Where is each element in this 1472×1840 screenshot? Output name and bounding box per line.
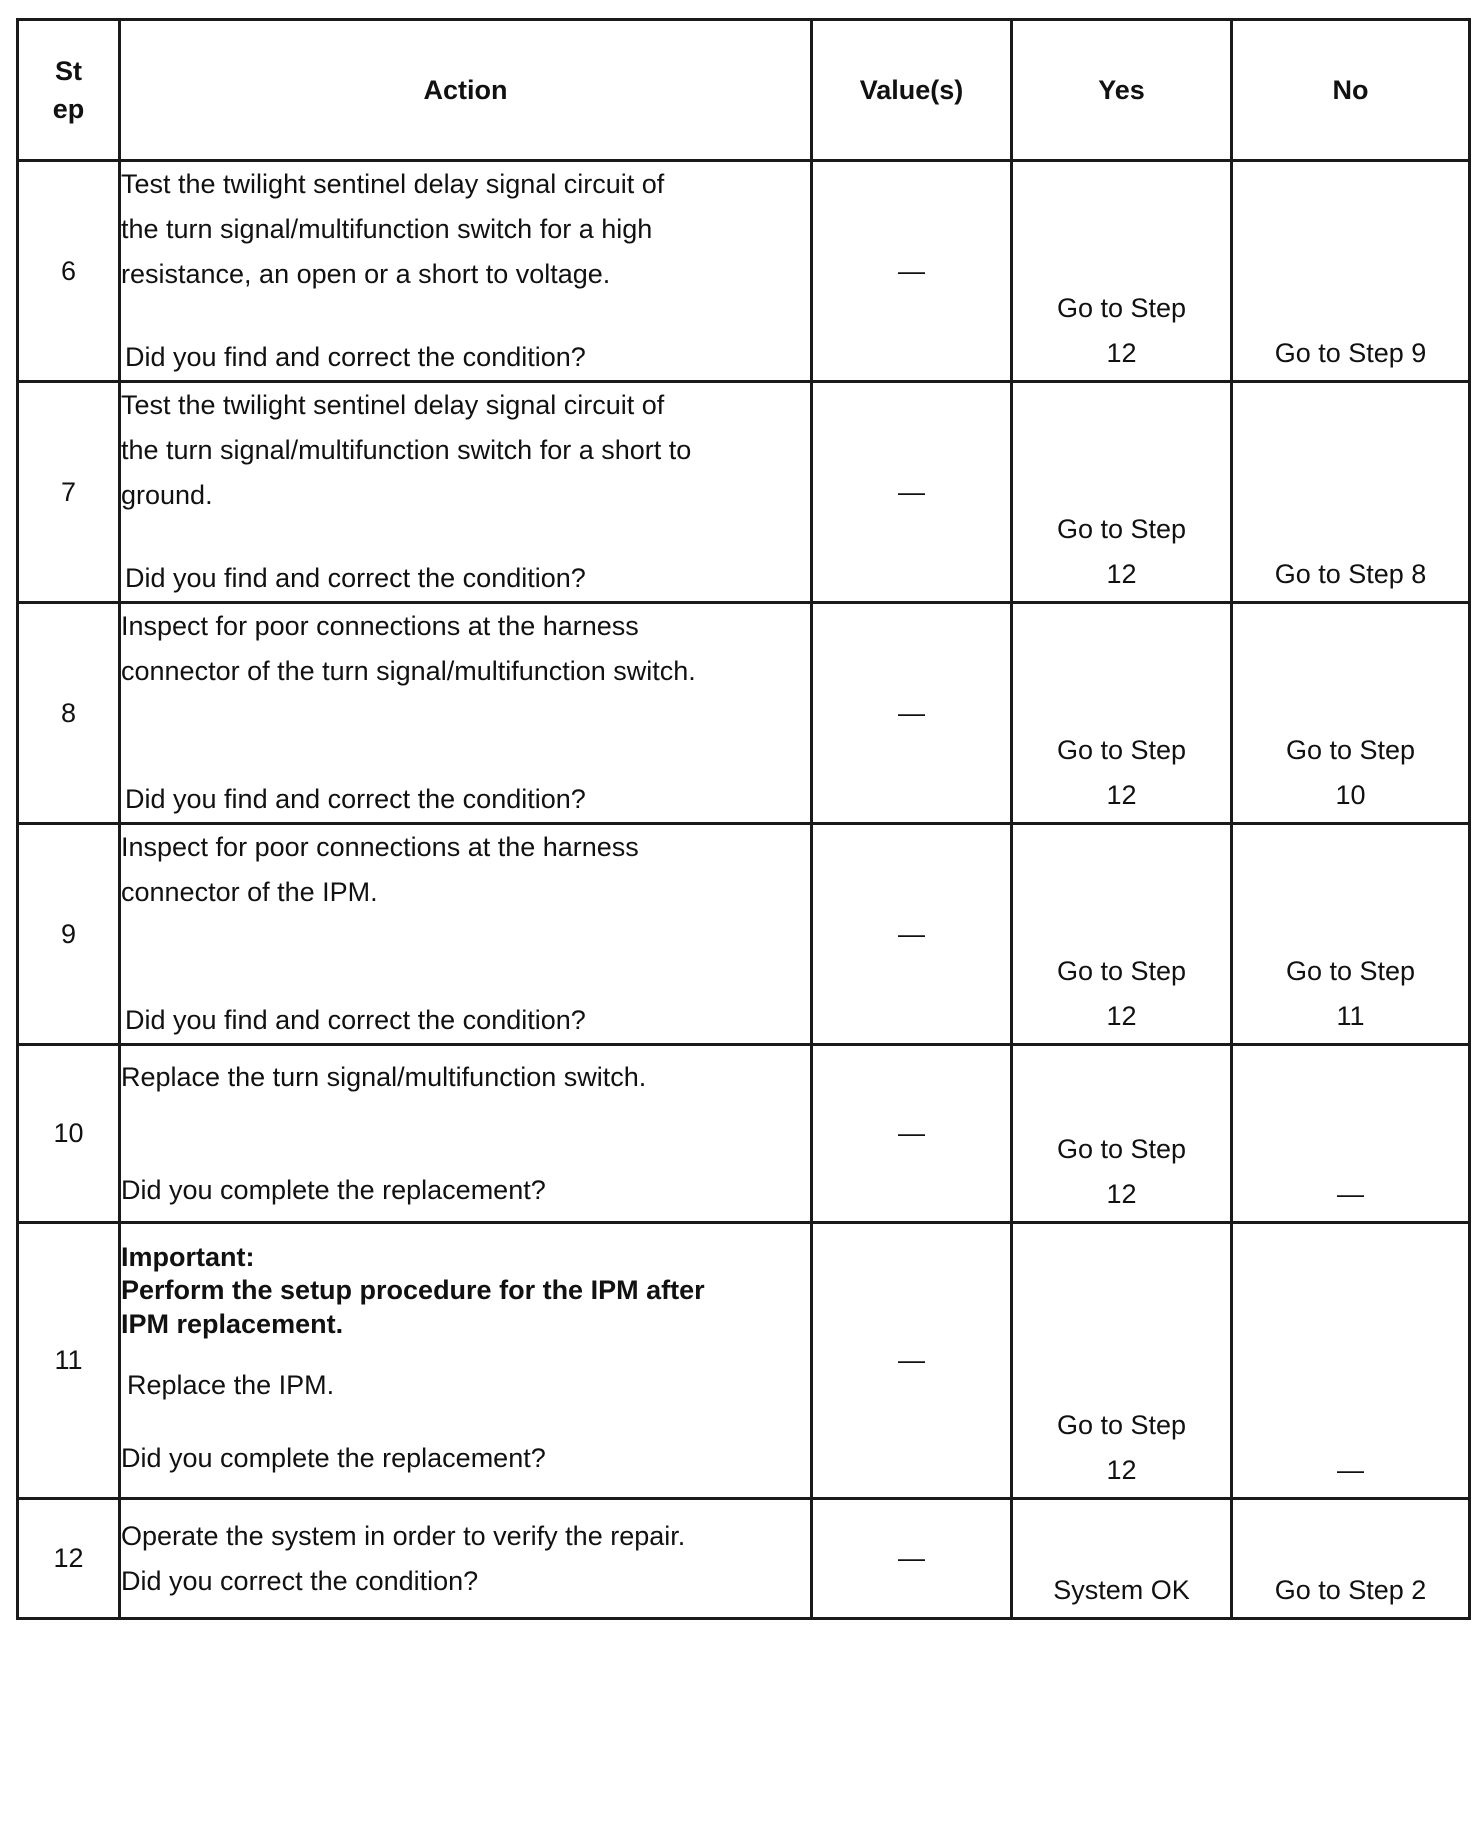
action-line: connector of the IPM. bbox=[121, 877, 378, 907]
diagnostic-steps-table bbox=[16, 18, 1471, 1620]
no-outcome bbox=[1233, 1568, 1468, 1617]
no-line: Go to Step bbox=[1285, 735, 1416, 765]
action-line: Replace the IPM. bbox=[127, 1369, 335, 1400]
value-dash: — bbox=[898, 1345, 925, 1375]
no-line: Go to Step 2 bbox=[1274, 1575, 1427, 1605]
value-cell bbox=[812, 1499, 1012, 1619]
step-number: 12 bbox=[18, 1499, 120, 1619]
value-cell bbox=[812, 161, 1012, 382]
yes-outcome bbox=[1013, 728, 1230, 822]
action-line: Inspect for poor connections at the harness bbox=[121, 611, 639, 641]
table-row bbox=[18, 1223, 1470, 1499]
action-line: connector of the turn signal/multifunction switch. bbox=[121, 656, 696, 686]
action-question: Did you find and correct the condition? bbox=[125, 1005, 586, 1035]
step-number: 6 bbox=[18, 161, 120, 382]
action-cell bbox=[120, 161, 812, 382]
action-question: Did you find and correct the condition? bbox=[125, 563, 586, 593]
action-text bbox=[121, 1241, 810, 1481]
value-dash: — bbox=[898, 476, 925, 507]
no-cell bbox=[1232, 1223, 1470, 1499]
yes-outcome bbox=[1013, 1568, 1230, 1617]
yes-cell bbox=[1012, 382, 1232, 603]
yes-cell bbox=[1012, 161, 1232, 382]
yes-cell bbox=[1012, 1223, 1232, 1499]
yes-line: Go to Step bbox=[1056, 293, 1187, 323]
no-line: Go to Step 8 bbox=[1274, 559, 1427, 589]
table-row bbox=[18, 824, 1470, 1045]
header-step bbox=[18, 20, 120, 161]
no-cell bbox=[1232, 1045, 1470, 1223]
action-line: ground. bbox=[121, 480, 213, 510]
yes-line: Go to Step bbox=[1056, 514, 1187, 544]
action-line: Replace the turn signal/multifunction switch. bbox=[121, 1061, 647, 1092]
action-cell bbox=[120, 603, 812, 824]
action-line: Inspect for poor connections at the harness bbox=[121, 832, 639, 862]
no-line: 10 bbox=[1335, 780, 1366, 810]
table-row bbox=[18, 1499, 1470, 1619]
action-text bbox=[121, 383, 810, 601]
action-question: Did you complete the replacement? bbox=[121, 1442, 546, 1473]
action-cell bbox=[120, 382, 812, 603]
header-values: Value(s) bbox=[812, 20, 1012, 161]
no-line: Go to Step 9 bbox=[1274, 338, 1427, 368]
action-line: resistance, an open or a short to voltage. bbox=[121, 259, 611, 289]
step-number: 7 bbox=[18, 382, 120, 603]
action-cell bbox=[120, 1045, 812, 1223]
action-text bbox=[121, 1514, 810, 1604]
yes-line: 12 bbox=[1106, 559, 1137, 589]
step-number: 8 bbox=[18, 603, 120, 824]
no-outcome bbox=[1233, 1448, 1468, 1497]
table-row bbox=[18, 382, 1470, 603]
yes-outcome bbox=[1013, 1127, 1230, 1221]
yes-cell bbox=[1012, 603, 1232, 824]
yes-line: 12 bbox=[1106, 780, 1137, 810]
yes-line: System OK bbox=[1053, 1575, 1190, 1605]
action-text bbox=[121, 825, 810, 1043]
no-cell bbox=[1232, 1499, 1470, 1619]
action-question: Did you complete the replacement? bbox=[121, 1174, 546, 1205]
action-line: Test the twilight sentinel delay signal circuit of bbox=[121, 169, 665, 199]
table-row bbox=[18, 1045, 1470, 1223]
step-number: 10 bbox=[18, 1045, 120, 1223]
no-outcome bbox=[1233, 1172, 1468, 1221]
yes-outcome bbox=[1013, 949, 1230, 1043]
yes-line: 12 bbox=[1106, 1455, 1137, 1485]
value-dash: — bbox=[898, 255, 925, 286]
no-cell bbox=[1232, 161, 1470, 382]
table-row bbox=[18, 161, 1470, 382]
no-line: Go to Step bbox=[1285, 956, 1416, 986]
action-text bbox=[121, 1055, 810, 1213]
table-row bbox=[18, 603, 1470, 824]
action-line: the turn signal/multifunction switch for a high bbox=[121, 214, 653, 244]
action-question: Did you correct the condition? bbox=[121, 1565, 479, 1596]
action-text bbox=[121, 162, 810, 380]
value-dash: — bbox=[898, 1543, 925, 1573]
yes-line: Go to Step bbox=[1056, 735, 1187, 765]
no-line: 11 bbox=[1336, 1001, 1365, 1031]
yes-line: Go to Step bbox=[1056, 1134, 1187, 1164]
action-cell bbox=[120, 1223, 812, 1499]
important-line: IPM replacement. bbox=[121, 1308, 344, 1339]
yes-outcome bbox=[1013, 286, 1230, 380]
yes-line: 12 bbox=[1106, 338, 1137, 368]
yes-line: Go to Step bbox=[1056, 1410, 1187, 1440]
yes-outcome bbox=[1013, 1403, 1230, 1497]
action-cell bbox=[120, 1499, 812, 1619]
yes-line: Go to Step bbox=[1056, 956, 1187, 986]
header-no: No bbox=[1232, 20, 1470, 161]
no-outcome bbox=[1233, 552, 1468, 601]
important-line: Perform the setup procedure for the IPM after bbox=[121, 1274, 705, 1305]
table-header-row bbox=[18, 20, 1470, 161]
step-number: 9 bbox=[18, 824, 120, 1045]
value-cell bbox=[812, 603, 1012, 824]
important-heading: Important: bbox=[121, 1241, 255, 1272]
no-line: — bbox=[1337, 1179, 1364, 1209]
action-line: Operate the system in order to verify the repair. bbox=[121, 1520, 686, 1551]
value-dash: — bbox=[898, 918, 925, 949]
header-action: Action bbox=[120, 20, 812, 161]
action-text bbox=[121, 604, 810, 822]
no-outcome bbox=[1233, 331, 1468, 380]
yes-cell bbox=[1012, 1045, 1232, 1223]
action-question: Did you find and correct the condition? bbox=[125, 784, 586, 814]
no-outcome bbox=[1233, 728, 1468, 822]
action-line: the turn signal/multifunction switch for a short to bbox=[121, 435, 692, 465]
action-question: Did you find and correct the condition? bbox=[125, 342, 586, 372]
value-cell bbox=[812, 1223, 1012, 1499]
header-step-label: St ep bbox=[52, 56, 85, 124]
yes-outcome bbox=[1013, 507, 1230, 601]
no-outcome bbox=[1233, 949, 1468, 1043]
value-cell bbox=[812, 382, 1012, 603]
yes-cell bbox=[1012, 824, 1232, 1045]
action-cell bbox=[120, 824, 812, 1045]
no-cell bbox=[1232, 824, 1470, 1045]
no-cell bbox=[1232, 382, 1470, 603]
no-line: — bbox=[1337, 1455, 1364, 1485]
yes-line: 12 bbox=[1106, 1179, 1137, 1209]
step-number: 11 bbox=[18, 1223, 120, 1499]
yes-line: 12 bbox=[1106, 1001, 1137, 1031]
value-cell bbox=[812, 824, 1012, 1045]
value-dash: — bbox=[898, 1118, 925, 1148]
action-line: Test the twilight sentinel delay signal circuit of bbox=[121, 390, 665, 420]
value-cell bbox=[812, 1045, 1012, 1223]
no-cell bbox=[1232, 603, 1470, 824]
value-dash: — bbox=[898, 697, 925, 728]
yes-cell bbox=[1012, 1499, 1232, 1619]
header-yes: Yes bbox=[1012, 20, 1232, 161]
